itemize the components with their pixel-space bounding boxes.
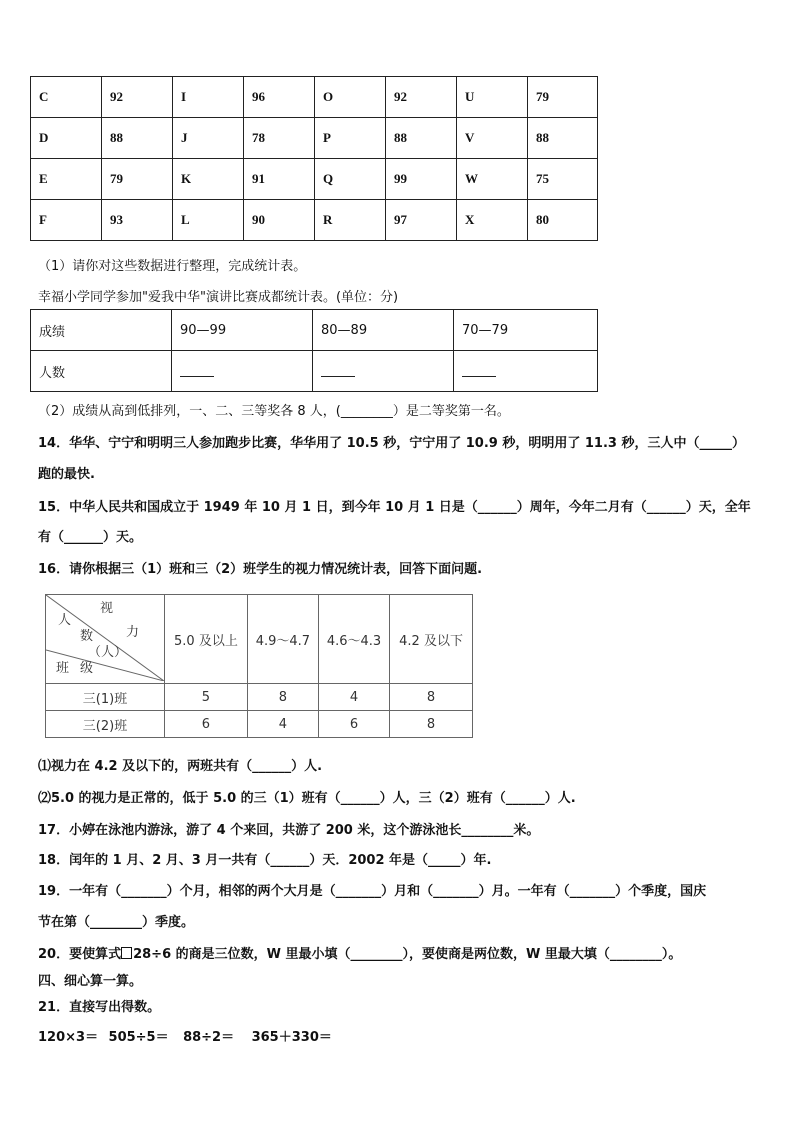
- q17: 17．小婷在泳池内游泳，游了 4 个来回，共游了 200 米，这个游泳池长________米。: [38, 823, 540, 838]
- score-letter: K: [173, 159, 244, 200]
- score-letter: C: [31, 77, 102, 118]
- score-letter: P: [315, 118, 386, 159]
- corner-ban: 班: [56, 661, 70, 676]
- corner-li: 力: [126, 625, 140, 640]
- q16-1: ⑴视力在 4.2 及以下的，两班共有（______）人.: [38, 759, 323, 774]
- calc-item: 120×3＝: [38, 1030, 99, 1045]
- corner-shu: 数: [80, 629, 94, 644]
- q20-prefix: 20．要使算式: [38, 947, 122, 962]
- stat-count-80-89[interactable]: [313, 351, 454, 392]
- score-value: 88: [528, 118, 598, 159]
- answer-blank[interactable]: [321, 362, 355, 377]
- q13-part1: （1）请你对这些数据进行整理，完成统计表。: [38, 259, 307, 274]
- score-letter: W: [457, 159, 528, 200]
- vision-table-corner: [46, 595, 165, 684]
- q21: 21．直接写出得数。: [38, 1000, 161, 1015]
- calc-item: 88÷2＝: [183, 1030, 235, 1045]
- q13-part2: （2）成绩从高到低排列，一、二、三等奖各 8 人，(________）是二等奖第一名。: [38, 404, 510, 419]
- score-value: 93: [102, 200, 173, 241]
- score-letter: L: [173, 200, 244, 241]
- vision-header-1: 5.0 及以上: [165, 595, 248, 684]
- score-row: [31, 118, 598, 159]
- vision-cell: 4: [247, 711, 318, 738]
- score-row: [31, 200, 598, 241]
- score-value: 79: [102, 159, 173, 200]
- score-value: 78: [244, 118, 315, 159]
- score-letter: I: [173, 77, 244, 118]
- square-box-icon: [121, 947, 132, 959]
- answer-blank[interactable]: [180, 362, 214, 377]
- answer-blank[interactable]: [462, 362, 496, 377]
- score-value: 91: [244, 159, 315, 200]
- stat-count-70-79[interactable]: [454, 351, 598, 392]
- vision-header-2: 4.9～4.7: [247, 595, 318, 684]
- q15-line1: 15．中华人民共和国成立于 1949 年 10 月 1 日，到今年 10 月 1 日是（______）周年，今年二月有（______）天，全年: [38, 500, 751, 515]
- stat-header-80-89: 80—89: [313, 310, 454, 351]
- vision-row-label: 三(1)班: [46, 684, 165, 711]
- stat-header-70-79: 70—79: [454, 310, 598, 351]
- calc-item: 365＋330＝: [251, 1030, 332, 1045]
- q14-line2: 跑的最快.: [38, 467, 95, 482]
- q19-line1: 19．一年有（_______）个月，相邻的两个大月是（_______）月和（_______）月。一年有（_______）个季度，国庆: [38, 884, 707, 899]
- score-value: 92: [386, 77, 457, 118]
- corner-shi: 视: [100, 601, 114, 616]
- q15-line2: 有（______）天。: [38, 530, 143, 545]
- score-row: [31, 159, 598, 200]
- corner-ren: 人: [58, 613, 72, 628]
- score-letter: V: [457, 118, 528, 159]
- vision-cell: 8: [390, 711, 473, 738]
- vision-row-label: 三(2)班: [46, 711, 165, 738]
- stat-table: [30, 309, 598, 392]
- stat-table-title: 幸福小学同学参加"爱我中华"演讲比赛成都统计表。(单位：分): [38, 290, 399, 305]
- stat-label-count: 人数: [31, 351, 172, 392]
- q20: [38, 943, 681, 962]
- corner-ji: 级: [80, 661, 94, 676]
- vision-cell: 8: [390, 684, 473, 711]
- stat-count-90-99[interactable]: [172, 351, 313, 392]
- q16-title: 16．请你根据三（1）班和三（2）班学生的视力情况统计表，回答下面问题.: [38, 562, 483, 577]
- vision-cell: 6: [318, 711, 389, 738]
- score-row: [31, 77, 598, 118]
- corner-ren-paren: （人）: [88, 645, 128, 660]
- stat-header-score: 成绩: [31, 310, 172, 351]
- q18: 18．闰年的 1 月、2 月、3 月一共有（______）天．2002 年是（_____）年.: [38, 853, 492, 868]
- score-data-table: [30, 76, 598, 241]
- score-letter: E: [31, 159, 102, 200]
- vision-cell: 5: [165, 684, 248, 711]
- score-letter: O: [315, 77, 386, 118]
- score-value: 92: [102, 77, 173, 118]
- score-value: 97: [386, 200, 457, 241]
- section-4-title: 四、细心算一算。: [38, 974, 143, 989]
- stat-header-90-99: 90—99: [172, 310, 313, 351]
- vision-cell: 8: [247, 684, 318, 711]
- score-letter: X: [457, 200, 528, 241]
- vision-cell: 4: [318, 684, 389, 711]
- score-letter: F: [31, 200, 102, 241]
- score-value: 79: [528, 77, 598, 118]
- score-letter: J: [173, 118, 244, 159]
- q16-2: ⑵5.0 的视力是正常的，低于 5.0 的三（1）班有（______）人，三（2）班有（______）人.: [38, 791, 576, 806]
- vision-table-image: [45, 594, 475, 732]
- score-letter: R: [315, 200, 386, 241]
- calc-row: [38, 1026, 332, 1045]
- q14-line1: 14．华华、宁宁和明明三人参加跑步比赛，华华用了 10.5 秒，宁宁用了 10.9 秒，明明用了 11.3 秒，三人中（_____）: [38, 436, 745, 451]
- vision-header-4: 4.2 及以下: [390, 595, 473, 684]
- q19-line2: 节在第（________）季度。: [38, 915, 195, 930]
- q20-suffix: 28÷6 的商是三位数，W 里最小填（________），要使商是两位数，W 里最大填（________）。: [133, 947, 682, 962]
- score-value: 88: [102, 118, 173, 159]
- vision-header-3: 4.6～4.3: [318, 595, 389, 684]
- score-letter: D: [31, 118, 102, 159]
- score-value: 99: [386, 159, 457, 200]
- score-value: 96: [244, 77, 315, 118]
- vision-table: [45, 594, 473, 738]
- score-letter: Q: [315, 159, 386, 200]
- score-value: 80: [528, 200, 598, 241]
- score-value: 75: [528, 159, 598, 200]
- score-value: 88: [386, 118, 457, 159]
- calc-item: 505÷5＝: [108, 1030, 169, 1045]
- score-value: 90: [244, 200, 315, 241]
- score-letter: U: [457, 77, 528, 118]
- vision-cell: 6: [165, 711, 248, 738]
